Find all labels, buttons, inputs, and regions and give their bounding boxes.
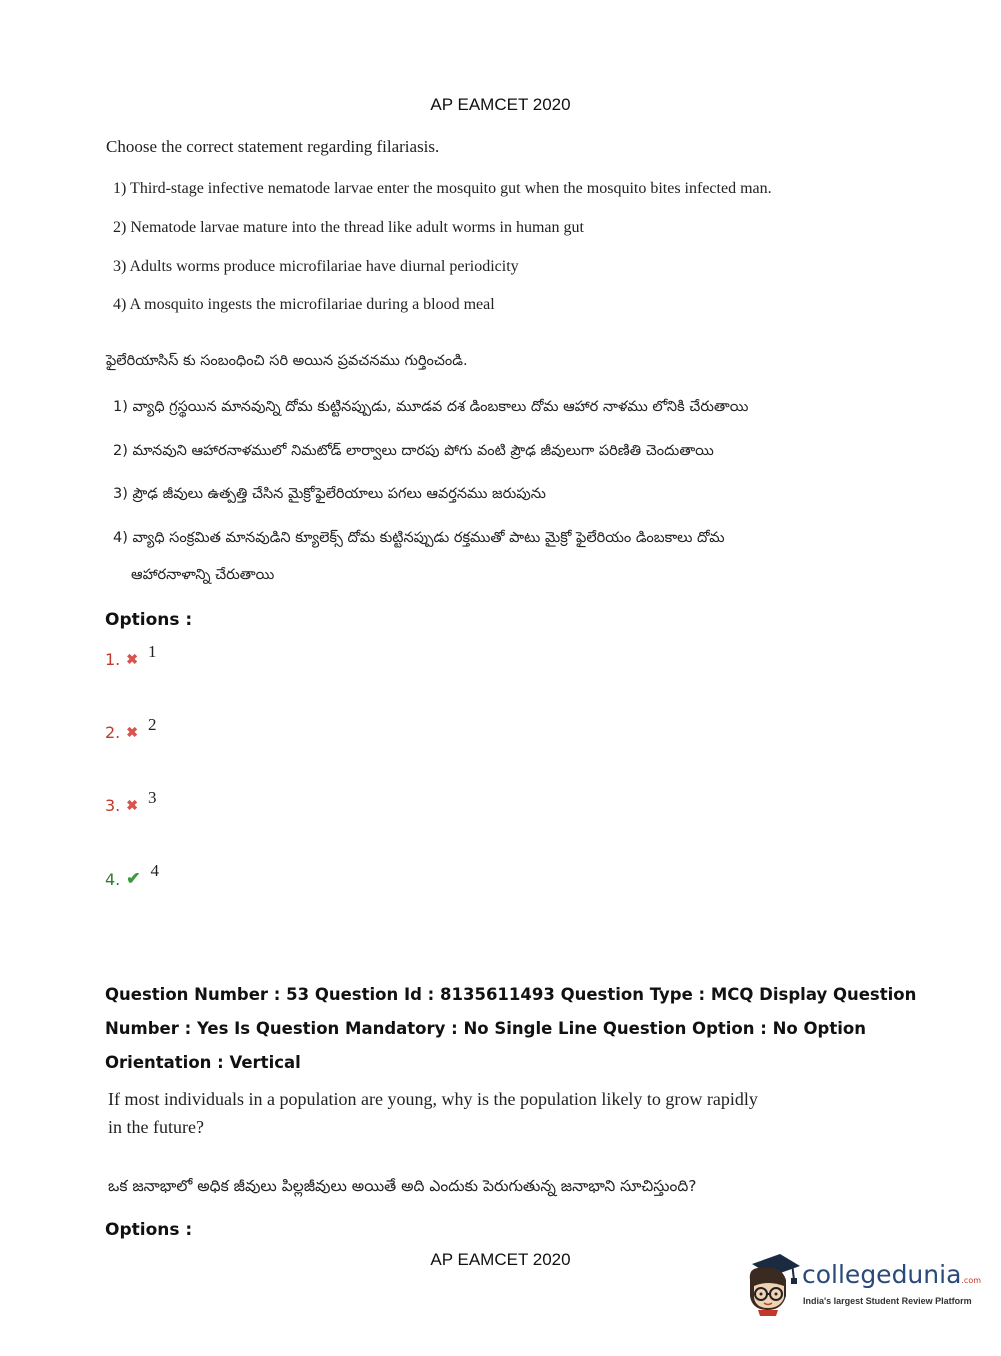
telugu-option-4-continued: ఆహారనాళాన్ని చేరుతాయి bbox=[131, 567, 275, 583]
options-label-q53: Options : bbox=[105, 1220, 193, 1240]
page-header: AP EAMCET 2020 bbox=[430, 95, 571, 114]
mascot-icon bbox=[742, 1250, 802, 1320]
answer-number: 2. bbox=[105, 723, 121, 742]
answer-option-3[interactable] bbox=[105, 788, 157, 820]
logo-com-text: .com bbox=[961, 1276, 982, 1285]
answer-number: 4. bbox=[105, 869, 121, 889]
answer-value: 1 bbox=[148, 642, 157, 661]
telugu-option-1: 1) వ్యాధి గ్రస్థయిన మానవున్ని దోమ కుట్టినప్పుడు, మూడవ దశ డింబకాలు దోమ ఆహార నాళము లోనికి చేరుతాయి bbox=[113, 399, 749, 415]
answer-value: 3 bbox=[148, 788, 157, 807]
answer-number: 1. bbox=[105, 650, 121, 669]
question-meta-line-3: Orientation : Vertical bbox=[105, 1053, 301, 1072]
answer-option-1[interactable] bbox=[105, 642, 157, 674]
english-option-2: 2) Nematode larvae mature into the thread like adult worms in human gut bbox=[113, 219, 584, 236]
english-option-3: 3) Adults worms produce microfilariae have diurnal periodicity bbox=[113, 258, 519, 275]
english-option-4: 4) A mosquito ingests the microfilariae during a blood meal bbox=[113, 296, 495, 313]
question-meta-line-1: Question Number : 53 Question Id : 8135611493 Question Type : MCQ Display Question bbox=[105, 985, 917, 1004]
answer-number: 3. bbox=[105, 796, 121, 815]
telugu-option-3: 3) ప్రౌఢ జీవులు ఉత్పత్తి చేసిన మైక్రోఫైలేరియాలు పగలు ఆవర్తనము జరుపును bbox=[113, 486, 546, 502]
question-53-english-line-1: If most individuals in a population are young, why is the population likely to grow rapidly bbox=[108, 1089, 758, 1109]
answer-option-4[interactable] bbox=[105, 861, 160, 893]
logo-tagline: India's largest Student Review Platform bbox=[803, 1296, 972, 1306]
answer-value: 2 bbox=[148, 715, 157, 734]
question-prompt-english: Choose the correct statement regarding filariasis. bbox=[106, 137, 440, 156]
question-53-telugu: ఒక జనాభాలో అధిక జీవులు పిల్లజీవులు అయితే అది ఎందుకు పెరుగుతున్న జనాభాని సూచిస్తుంది? bbox=[108, 1177, 697, 1195]
question-meta-line-2: Number : Yes Is Question Mandatory : No Single Line Question Option : No Option bbox=[105, 1019, 866, 1038]
wrong-mark-icon: ✖ bbox=[126, 724, 138, 740]
telugu-option-4: 4) వ్యాధి సంక్రమిత మానవుడిని క్యూలెక్స్ దోమ కుట్టినప్పుడు రక్తముతో పాటు మైక్రో ఫైలేరియం డింబకాలు దోమ bbox=[113, 530, 725, 546]
logo-wordmark bbox=[802, 1260, 981, 1289]
question-53-english-line-2: in the future? bbox=[108, 1117, 204, 1137]
answer-value: 4 bbox=[150, 861, 160, 880]
correct-check-icon: ✔ bbox=[126, 869, 141, 888]
telugu-option-2: 2) మానవుని ఆహారనాళములో నిమటోడ్ లార్వాలు దారపు పోగు వంటి ప్రౌఢ జీవులుగా పరిణితి చెందుతాయి bbox=[113, 443, 714, 459]
logo-wordmark-text: collegedunia bbox=[802, 1260, 962, 1289]
wrong-mark-icon: ✖ bbox=[126, 651, 138, 667]
page-footer: AP EAMCET 2020 bbox=[430, 1250, 571, 1269]
question-prompt-telugu: ఫైలేరియాసిస్ కు సంబంధించి సరి అయిన ప్రవచనము గుర్తించండి. bbox=[106, 353, 468, 369]
options-label: Options : bbox=[105, 610, 193, 630]
answer-option-2[interactable] bbox=[105, 715, 157, 747]
collegedunia-logo bbox=[742, 1250, 982, 1320]
english-option-1: 1) Third-stage infective nematode larvae enter the mosquito gut when the mosquito bites infected man. bbox=[113, 180, 772, 197]
wrong-mark-icon: ✖ bbox=[126, 797, 138, 813]
